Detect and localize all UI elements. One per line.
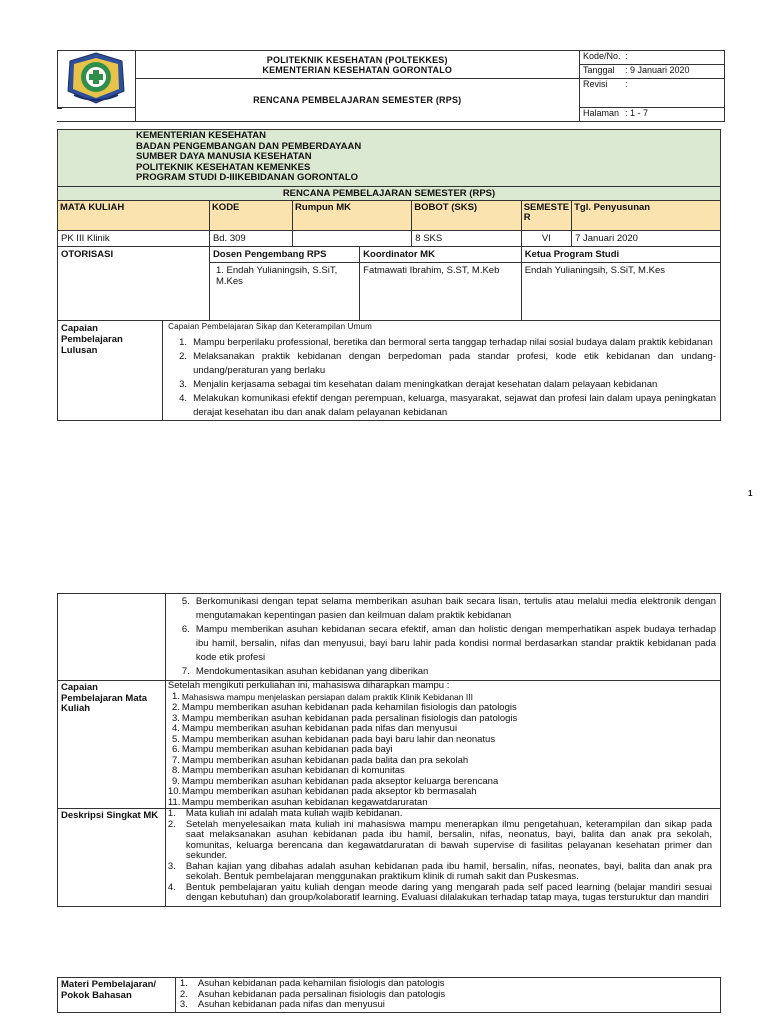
item-text: Mampu memberikan asuhan kebidanan pada persalinan fisiologis dan patologis — [181, 712, 518, 724]
list-item — [163, 392, 720, 420]
rps-table-continued — [57, 593, 721, 907]
materi-label: Materi Pembelajaran/ Pokok Bahasan — [58, 978, 176, 1013]
dosen-header: Dosen Pengembang RPS — [209, 246, 359, 262]
item-number: 3. — [179, 378, 188, 390]
dosen-value: 1. Endah Yulianingsih, S.SiT, M.Kes — [209, 262, 359, 320]
org-line: BADAN PENGEMBANGAN DAN PEMBERDAYAAN — [136, 140, 362, 152]
meta-value: : — [625, 51, 628, 61]
item-number: 1. — [171, 690, 180, 702]
item-number: 2. — [179, 350, 188, 362]
item-number: 3. — [179, 999, 188, 1010]
list-item — [168, 798, 718, 809]
item-text: Berkomunikasi dengan tepat selama memberikan asuhan baik secara lisan, tertulis atau melalui media elektronik dengan mengutamakan kepentingan pasien dan keilmuan dalam praktik kebidanan — [195, 596, 716, 621]
document-header — [57, 50, 725, 122]
item-number: 2. — [171, 702, 180, 713]
item-text: Asuhan kebidanan pada persalinan fisiologis dan patologis — [197, 988, 446, 1000]
meta-value: : — [625, 79, 628, 89]
value-mata-kuliah: PK III Klinik — [58, 230, 210, 246]
item-text: Mampu memberikan asuhan kebidanan pada bayi — [181, 744, 393, 755]
value-tgl-penyusunan: 7 Januari 2020 — [572, 230, 721, 246]
item-text: Bahan kajian yang dibahas adalah asuhan kebidanan pada ibu hamil, bersalin, nifas, neonates, bayi, balita dan anak pra sekolah. Bentuk pembelajaran menggunakan praktikum klinik di rumah sakit dan Puskesmas. — [185, 860, 712, 882]
otorisasi-label: OTORISASI — [58, 246, 210, 320]
institution-name — [135, 51, 580, 79]
rps-table — [57, 129, 721, 421]
materi-table — [57, 977, 721, 1013]
header-tgl-penyusunan: Tgl. Penyusunan — [572, 200, 721, 230]
list-item — [166, 665, 720, 679]
header-semester: SEMESTE R — [521, 200, 571, 230]
item-number: 6. — [171, 744, 180, 755]
logo-cell-bottom — [57, 108, 135, 122]
meta-value: : 9 Januari 2020 — [625, 65, 690, 75]
ketua-header: Ketua Program Studi — [521, 246, 720, 262]
item-number: 6. — [181, 624, 190, 635]
item-number: 5. — [181, 596, 190, 607]
item-text: Mampu memberikan asuhan kebidanan pada akseptor keluarga berencana — [181, 775, 499, 787]
page-number: 1 — [748, 489, 753, 498]
item-number: 4. — [179, 392, 188, 404]
item-number: 9. — [171, 775, 180, 787]
item-text: Mendokumentasikan asuhan kebidanan yang diberikan — [195, 666, 429, 677]
cpl-list — [163, 336, 720, 420]
list-item — [163, 336, 720, 350]
value-semester: VI — [521, 230, 571, 246]
koordinator-header: Koordinator MK — [360, 246, 522, 262]
item-number: 5. — [171, 733, 180, 745]
item-number: 2. — [167, 818, 176, 830]
item-text: Melakukan komunikasi efektif dengan perempuan, keluarga, masyarakat, sejawat dan profesi lain dalam upaya peningkatan derajat kesehatan ibu dan anak dalam pelayanan kebidanan — [193, 392, 716, 418]
item-number: 1. — [167, 808, 176, 819]
item-number: 7. — [171, 754, 180, 766]
list-item — [163, 350, 720, 378]
header-bobot: BOBOT (SKS) — [412, 200, 521, 230]
list-item — [168, 862, 718, 883]
ketua-value: Endah Yulianingsih, S.SiT, M.Kes — [521, 262, 720, 320]
item-text: Mahasiswa mampu menjelaskan persiapan dalam praktik Klinik Kebidanan III — [181, 691, 473, 702]
cpl-list-continued — [166, 595, 720, 679]
list-item — [168, 883, 718, 904]
item-number: 7. — [181, 666, 190, 677]
meta-revisi — [580, 79, 725, 108]
cpl-label-continued — [58, 594, 166, 681]
item-number: 10. — [167, 786, 182, 797]
item-number: 1. — [179, 336, 188, 348]
meta-tanggal — [580, 65, 725, 79]
header-mata-kuliah: MATA KULIAH — [58, 200, 210, 230]
koordinator-value: Fatmawati Ibrahim, S.ST, M.Keb — [360, 262, 522, 320]
item-text: Mampu memberikan asuhan kebidanan di komunitas — [181, 765, 405, 776]
meta-kode — [580, 51, 725, 65]
value-rumpun — [293, 230, 412, 246]
org-line: POLITEKNIK KESEHATAN KEMENKES — [136, 161, 311, 173]
deskripsi-list — [168, 809, 718, 904]
value-bobot: 8 SKS — [412, 230, 521, 246]
logo-cell — [57, 51, 135, 108]
item-text: Mampu memberikan asuhan kebidanan pada kehamilan fisiologis dan patologis — [181, 702, 517, 713]
meta-key: Halaman — [583, 108, 620, 118]
cpmk-intro: Setelah mengikuti perkuliahan ini, mahasiswa diharapkan mampu : — [167, 680, 450, 691]
list-item — [168, 820, 718, 862]
org-line: SUMBER DAYA MANUSIA KESEHATAN — [136, 151, 312, 162]
header-kode: KODE — [209, 200, 292, 230]
cpl-label: Capaian Pembelajaran Lulusan — [58, 320, 163, 420]
meta-key: Revisi — [583, 79, 608, 89]
item-text: Menjalin kerjasama sebagai tim kesehatan dalam meningkatkan derajat kesehatan dalam pelayaan kebidanan — [193, 378, 658, 390]
cpl-content-continued — [165, 594, 720, 681]
item-text: Mampu memberikan asuhan kebidanan pada balita dan pra sekolah — [181, 754, 469, 766]
item-text: Melaksanakan praktik kebidanan dengan berpedoman pada standar profesi, kode etik kebidanan dan undang-undang/peraturan yang berlaku — [193, 350, 716, 376]
item-text: Mampu memberikan asuhan kebidanan pada akseptor kb bermasalah — [181, 786, 477, 797]
deskripsi-content — [165, 809, 720, 907]
meta-halaman — [580, 108, 725, 122]
item-text: Mampu berperilaku professional, beretika dan bermoral serta tanggap terhadap nilai sosial budaya dalam praktik kebidanan — [193, 336, 713, 348]
poltekkes-logo-icon — [64, 51, 128, 105]
header-rumpun: Rumpun MK — [293, 200, 412, 230]
list-item — [176, 1000, 720, 1011]
list-item — [166, 595, 720, 623]
institution-line-1: POLITEKNIK KESEHATAN (POLTEKKES) — [266, 54, 448, 65]
item-number: 3. — [171, 712, 180, 724]
item-number: 8. — [171, 765, 180, 776]
value-kode: Bd. 309 — [209, 230, 292, 246]
org-line: KEMENTERIAN KESEHATAN — [136, 130, 267, 141]
item-number: 2. — [179, 988, 188, 1000]
item-text: Mampu memberikan asuhan kebidanan secara efektif, aman dan holistic dengan memperhatikan aspek budaya terhadap ibu hamil, bersalin, nifas dan menyusui, bayi baru lahir pada kondisi normal berdasarkan standar praktik kebidanan pada kode etik profesi — [195, 624, 716, 663]
item-text: Mampu memberikan asuhan kebidanan pada nifas dan menyusui — [181, 723, 458, 734]
item-number: 1. — [179, 978, 188, 989]
item-number: 3. — [167, 860, 176, 872]
cpl-content — [163, 320, 721, 420]
item-text: Bentuk pembelajaran yaitu kuliah dengan meode daring yang mengarah pada self paced learning (belajar mandiri sesuai dengan kebutuhan) dan group/kolaboratif learning. Evaluasi dilalakukan terhadap tatap maya, tugas tersturuktur dan mandiri — [185, 881, 712, 903]
item-text: Asuhan kebidanan pada nifas dan menyusui — [197, 999, 385, 1010]
rps-title: RENCANA PEMBELAJARAN SEMESTER (RPS) — [58, 186, 721, 200]
item-text: Mampu memberikan asuhan kebidanan kegawatdaruratan — [181, 796, 428, 808]
institution-line-2: KEMENTERIAN KESEHATAN GORONTALO — [262, 64, 453, 75]
cpmk-list — [168, 692, 718, 809]
list-item — [166, 623, 720, 665]
meta-key: Kode/No. — [583, 51, 621, 61]
item-number: 4. — [171, 723, 180, 734]
item-text: Setelah menyelesaikan mata kuliah ini mahasiswa mampu menerapkan ilmu pengetahuan, keterampilan dan sikap pada saat melaksanakan asuhan kebidanan pada ibu hamil, bersalin, nifas, neonatus, bayi, balita dan anak pra sekolah, komunitas, keluarga berencana dan kegawatdaruratan di bawah supervise di fasilitas pelayanan kesehatan primer dan sekunder. — [185, 818, 712, 861]
item-number: 4. — [167, 881, 176, 893]
materi-content — [175, 978, 720, 1013]
meta-key: Tanggal — [583, 65, 615, 75]
cpmk-label: Capaian Pembelajaran Mata Kuliah — [58, 681, 166, 809]
list-item — [163, 378, 720, 392]
org-line: PROGRAM STUDI D-IIIKEBIDANAN GORONTALO — [136, 172, 359, 183]
item-text: Mampu memberikan asuhan kebidanan pada bayi baru lahir dan neonatus — [181, 733, 496, 745]
meta-value: : 1 - 7 — [625, 108, 649, 118]
item-number: 11. — [167, 796, 181, 808]
org-block — [58, 130, 721, 187]
deskripsi-label: Deskripsi Singkat MK — [58, 809, 166, 907]
cpmk-content — [165, 681, 720, 809]
item-text: Asuhan kebidanan pada kehamilan fisiologis dan patologis — [197, 978, 445, 989]
doc-title: RENCANA PEMBELAJARAN SEMESTER (RPS) — [135, 79, 580, 122]
cpl-subtitle: Capaian Pembelajaran Sikap dan Keterampilan Umum — [168, 321, 373, 331]
item-text: Mata kuliah ini adalah mata kuliah wajib kebidanan. — [185, 808, 403, 819]
